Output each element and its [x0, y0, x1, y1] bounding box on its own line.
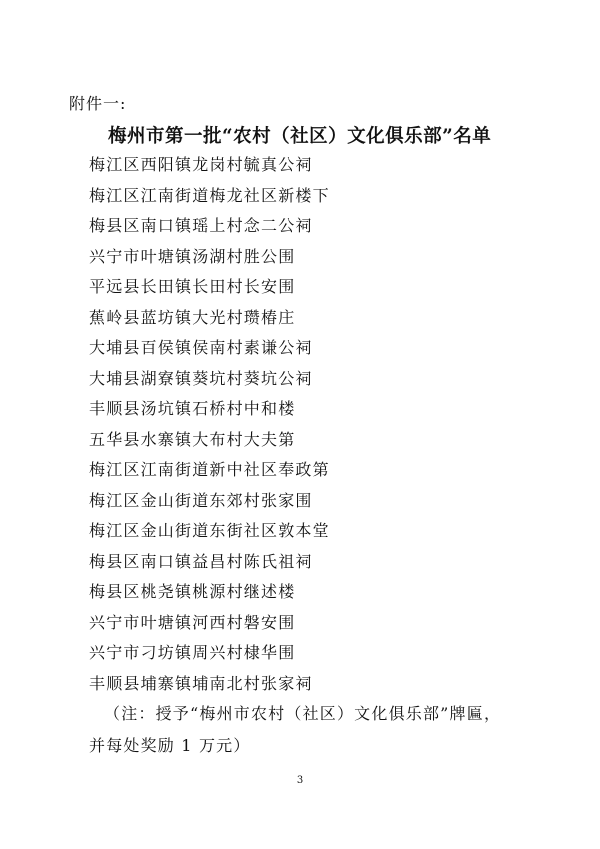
- list-item: 兴宁市叶塘镇汤湖村胜公围: [89, 246, 296, 266]
- list-item: 梅江区江南街道梅龙社区新楼下: [89, 185, 330, 205]
- attachment-label: 附件一:: [69, 94, 127, 113]
- list-item: 五华县水寨镇大布村大夫第: [89, 429, 296, 449]
- club-list: [89, 150, 330, 699]
- list-item: 兴宁市叶塘镇河西村磐安围: [89, 612, 296, 632]
- list-item: 大埔县湖寮镇葵坑村葵坑公祠: [89, 368, 313, 388]
- page-number: 3: [296, 775, 304, 786]
- list-item: 梅江区江南街道新中社区奉政第: [89, 460, 330, 479]
- list-item: 梅县区南口镇益昌村陈氏祖祠: [89, 551, 313, 571]
- list-item: 梅县区桃尧镇桃源村继述楼: [89, 582, 296, 601]
- list-item: 梅江区西阳镇龙岗村毓真公祠: [89, 155, 313, 174]
- list-item: 梅江区金山街道东郊村张家围: [89, 490, 313, 510]
- list-item: 大埔县百侯镇侯南村素谦公祠: [89, 338, 313, 357]
- list-item: 梅县区南口镇瑶上村念二公祠: [89, 216, 313, 235]
- list-item: 丰顺县埔寨镇埔南北村张家祠: [89, 673, 313, 693]
- list-item: 梅江区金山街道东街社区敦本堂: [89, 521, 330, 540]
- list-item: 兴宁市刁坊镇周兴村棣华围: [89, 643, 296, 662]
- list-item: 丰顺县汤坑镇石桥村中和楼: [89, 399, 296, 418]
- document-title: 梅州市第一批“农村（社区）文化俱乐部”名单: [108, 126, 492, 147]
- list-item: 蕉岭县蓝坊镇大光村瓒椿庄: [89, 307, 296, 327]
- list-item: 平远县长田镇长田村长安围: [89, 277, 296, 296]
- note-line-2: 并每处奖励 1 万元）: [89, 736, 251, 755]
- note-line-1: （注：授予“梅州市农村（社区）文化俱乐部”牌匾，: [104, 704, 502, 723]
